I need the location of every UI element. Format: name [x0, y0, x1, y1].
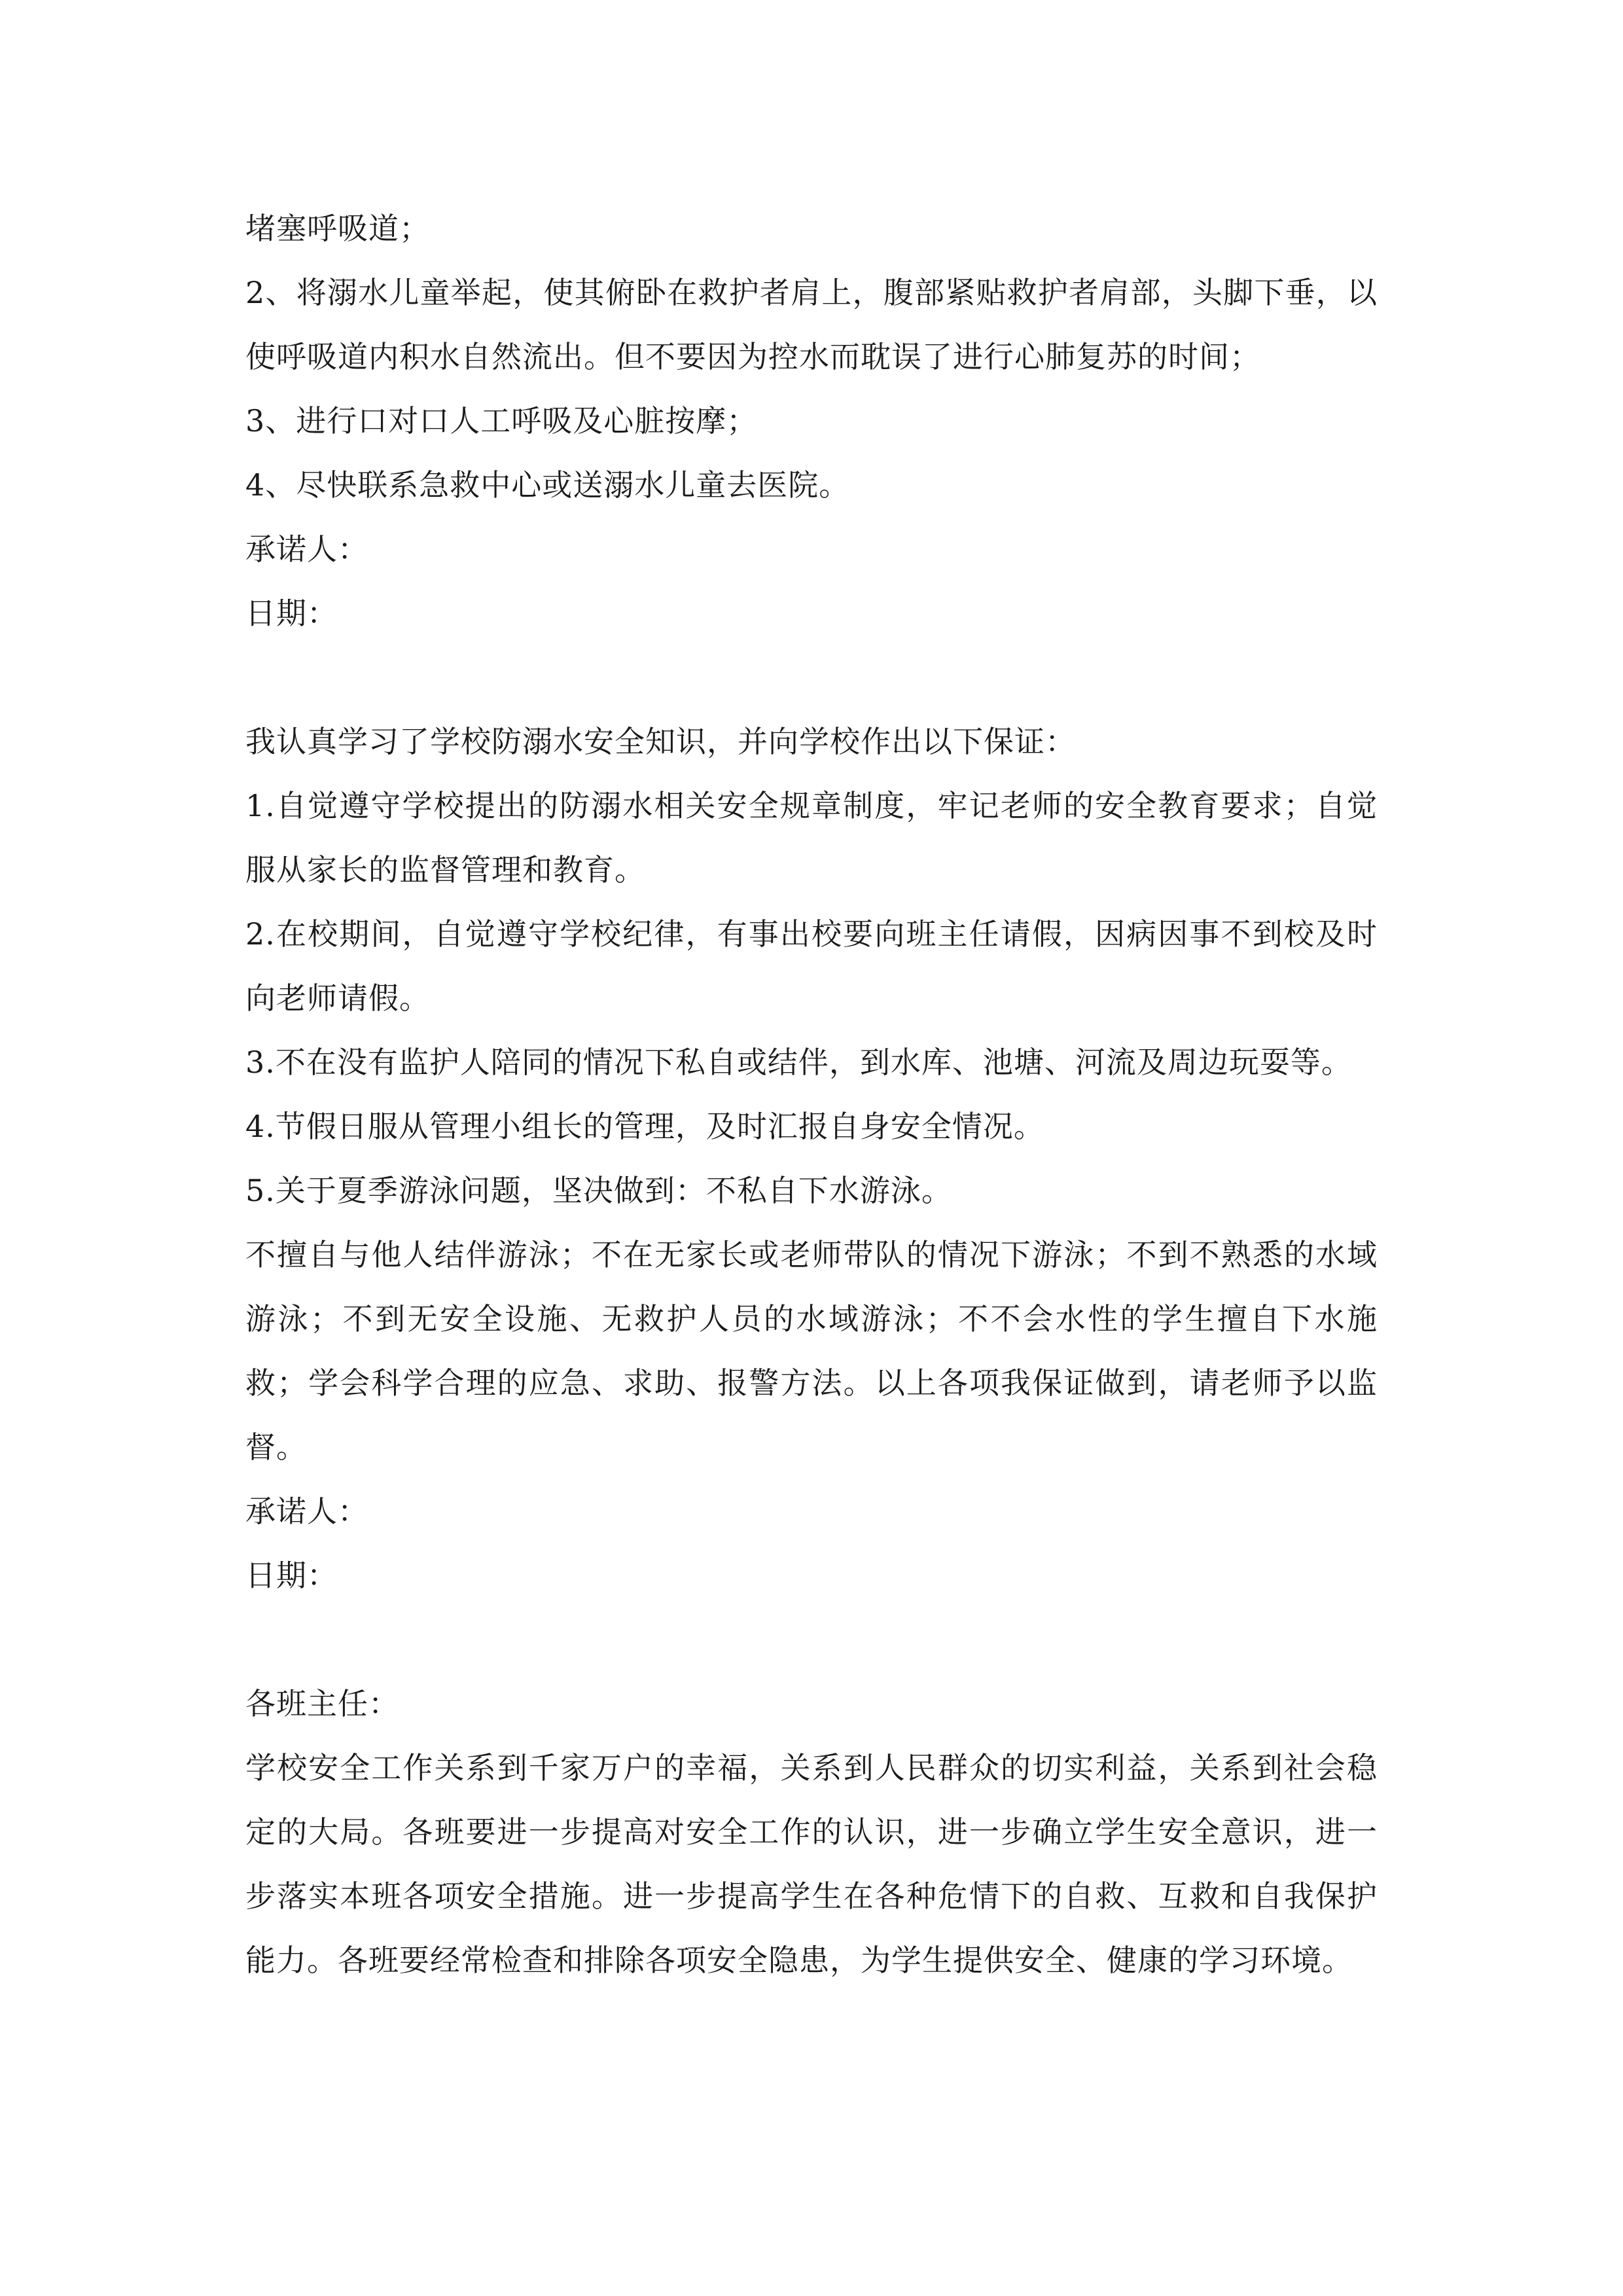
paragraph: 不擅自与他人结伴游泳；不在无家长或老师带队的情况下游泳；不到不熟悉的水域游泳；不到无安全设施、无救护人员的水域游泳；不不会水性的学生擅自下水施救；学会科学合理的应急、求助、报警方法。以上各项我保证做到，请老师予以监督。	[245, 1237, 1378, 1465]
section-spacer	[245, 645, 1378, 709]
paragraph: 5.关于夏季游泳问题，坚决做到：不私自下水游泳。	[245, 1173, 952, 1208]
drowning-first-aid-section	[245, 196, 1378, 645]
paragraph: 我认真学习了学校防溺水安全知识，并向学校作出以下保证：	[245, 724, 1076, 759]
paragraph: 堵塞呼吸道；	[245, 211, 430, 246]
class-teacher-notice-section	[245, 1672, 1378, 1992]
document-body	[245, 196, 1378, 1992]
section-spacer	[245, 1607, 1378, 1672]
paragraph: 4.节假日服从管理小组长的管理，及时汇报自身安全情况。	[245, 1109, 1044, 1144]
promisor-label: 承诺人：	[245, 531, 368, 567]
paragraph: 3.不在没有监护人陪同的情况下私自或结伴，到水库、池塘、河流及周边玩耍等。	[245, 1045, 1352, 1080]
promisor-label: 承诺人：	[245, 1494, 368, 1529]
paragraph: 3、进行口对口人工呼吸及心脏按摩；	[245, 403, 758, 439]
paragraph: 学校安全工作关系到千家万户的幸福，关系到人民群众的切实利益，关系到社会稳定的大局。各班要进一步提高对安全工作的认识，进一步确立学生安全意识，进一步落实本班各项安全措施。进一步提高学生在各种危情下的自救、互救和自我保护能力。各班要经常检查和排除各项安全隐患，为学生提供安全、健康的学习环境。	[245, 1750, 1378, 1978]
paragraph: 4、尽快联系急救中心或送溺水儿童去医院。	[245, 467, 850, 503]
salutation: 各班主任：	[245, 1686, 399, 1721]
safety-pledge-section	[245, 709, 1378, 1607]
date-label: 日期：	[245, 596, 338, 631]
paragraph: 2、将溺水儿童举起，使其俯卧在救护者肩上，腹部紧贴救护者肩部，头脚下垂，以使呼吸道内积水自然流出。但不要因为控水而耽误了进行心肺复苏的时间；	[245, 275, 1378, 374]
paragraph: 2.在校期间，自觉遵守学校纪律，有事出校要向班主任请假，因病因事不到校及时向老师请假。	[245, 916, 1378, 1016]
date-label: 日期：	[245, 1558, 338, 1593]
paragraph: 1.自觉遵守学校提出的防溺水相关安全规章制度，牢记老师的安全教育要求；自觉服从家长的监督管理和教育。	[245, 788, 1378, 888]
